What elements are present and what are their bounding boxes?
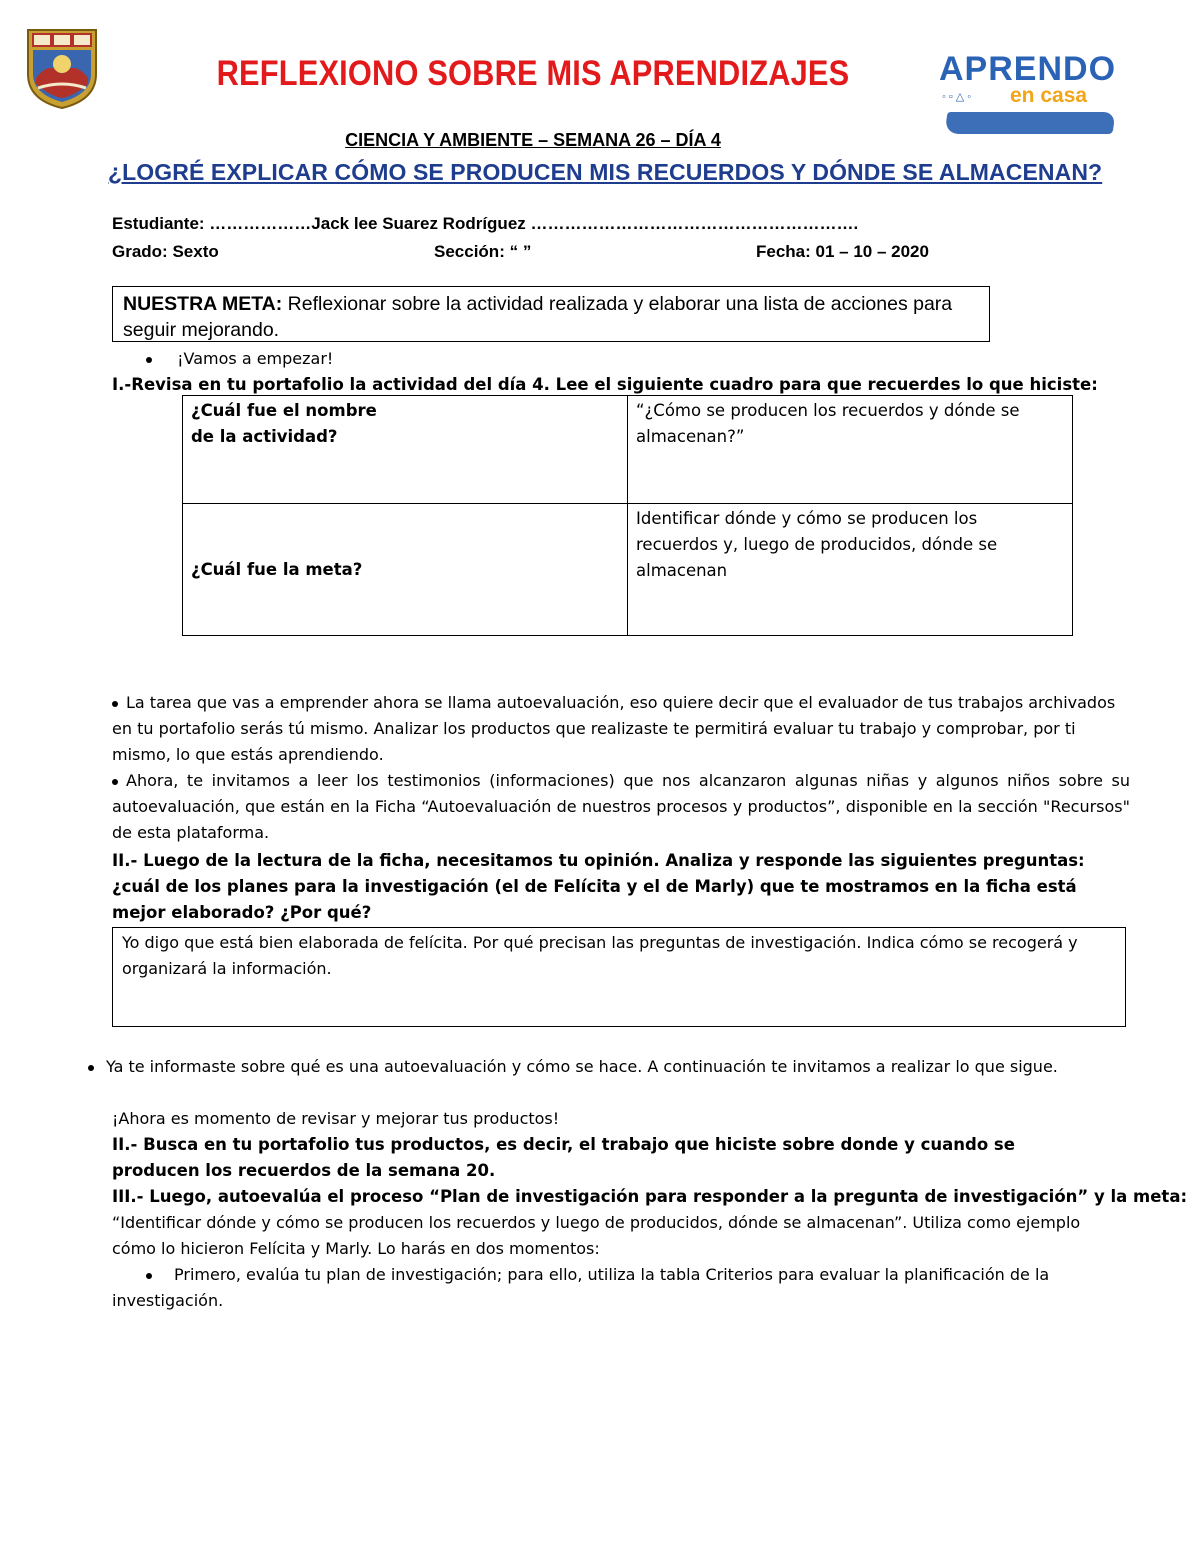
grade-label: Grado:: [112, 242, 168, 261]
table-cell-question: ¿Cuál fue el nombre de la actividad?: [183, 396, 628, 504]
date-value: 01 – 10 – 2020: [815, 242, 929, 261]
table-cell-question: ¿Cuál fue la meta?: [183, 504, 628, 636]
bullet-icon: [88, 1065, 94, 1071]
aprendo-en-casa-logo: [932, 46, 1120, 142]
student-label: Estudiante:: [112, 214, 205, 233]
student-line: [112, 214, 858, 234]
closing-iii-text: “Identificar dónde y cómo se producen los recuerdos y luego de producidos, dónde se almacenan”. Utiliza como ejemplo cómo lo hicieron Felícita y Marly. Lo harás en dos momentos:: [112, 1213, 1081, 1258]
table-cell-answer: Identificar dónde y cómo se producen los recuerdos y, luego de producidos, dónde se almacenan: [628, 504, 1073, 636]
goal-label: NUESTRA META:: [123, 293, 283, 315]
logo-word-aprendo: APRENDO: [939, 50, 1117, 88]
activity-table: [182, 395, 1073, 636]
section-line: [434, 242, 531, 262]
grade-value: Sexto: [172, 242, 219, 261]
document-title: REFLEXIONO SOBRE MIS APRENDIZAJES: [216, 54, 850, 93]
student-value: ………………Jack lee Suarez Rodríguez ………………………………………………….: [209, 214, 859, 233]
section2-heading: II.- Luego de la lectura de la ficha, necesitamos tu opinión. Analiza y responde las siguientes preguntas: ¿cuál de los planes para la investigación (el de Felícita y el de Marly) que te mostramos en la ficha está mejor elaborado? ¿Por qué?: [112, 851, 1085, 922]
closing-iii-heading: III.- Luego, autoevalúa el proceso “Plan de investigación para responder a la pregunta de investigación” y la meta:: [112, 1187, 1188, 1206]
bullet-icon: [112, 779, 118, 785]
goal-box: [112, 286, 990, 342]
closing-ii-heading: II.- Busca en tu portafolio tus productos, es decir, el trabajo que hiciste sobre donde y cuando se producen los recuerdos de la semana 20.: [112, 1135, 1015, 1180]
closing-last-bullet: Primero, evalúa tu plan de investigación; para ello, utiliza la tabla Criterios para evaluar la planificación de la investigación.: [112, 1265, 1050, 1310]
table-row: [183, 504, 1073, 636]
table-cell-answer: “¿Cómo se producen los recuerdos y dónde se almacenan?”: [628, 396, 1073, 504]
intro-bullet: [146, 346, 333, 372]
table-row: [183, 396, 1073, 504]
logo-shapes-icon: ◦▫△◦: [942, 91, 975, 103]
date-label: Fecha:: [756, 242, 811, 261]
section1-heading: I.-Revisa en tu portafolio la actividad del día 4. Lee el siguiente cuadro para que recuerdes lo que hiciste:: [112, 375, 1098, 394]
intro-bullet-text: ¡Vamos a empezar!: [177, 349, 334, 368]
bullet-icon: [146, 1273, 152, 1279]
grade-line: [112, 242, 219, 262]
session-question: ¿LOGRÉ EXPLICAR CÓMO SE PRODUCEN MIS RECUERDOS Y DÓNDE SE ALMACENAN?: [108, 159, 1103, 185]
date-line: [756, 242, 929, 262]
logo-word-en-casa: en casa: [1010, 84, 1088, 107]
subject-heading: CIENCIA Y AMBIENTE – SEMANA 26 – DÍA 4: [345, 130, 721, 150]
section-value: “ ”: [509, 242, 532, 261]
opinion-answer-box: [112, 927, 1126, 1027]
paragraph-testimonials: Ahora, te invitamos a leer los testimonios (informaciones) que nos alcanzaron algunas niñas y algunos niños sobre su autoevaluación, que están en la Ficha “Autoevaluación de nuestros procesos y productos”, disponible en la sección "Recursos" de esta plataforma.: [112, 771, 1130, 842]
section-label: Sección:: [434, 242, 505, 261]
closing-line: ¡Ahora es momento de revisar y mejorar tus productos!: [112, 1109, 560, 1128]
paragraph-autoevaluation: La tarea que vas a emprender ahora se llama autoevaluación, eso quiere decir que el evaluador de tus trabajos archivados en tu portafolio serás tú mismo. Analizar los productos que realizaste te permitirá evaluar tu trabajo y comprobar, por ti mismo, lo que estás aprendiendo.: [112, 693, 1116, 764]
opinion-answer-text: Yo digo que está bien elaborada de felícita. Por qué precisan las preguntas de investigación. Indica cómo se recogerá y organizará la información.: [122, 933, 1078, 978]
bullet-icon: [146, 357, 152, 363]
bullet-icon: [112, 701, 118, 707]
goal-text: Reflexionar sobre la actividad realizada y elaborar una lista de acciones para seguir mejorando.: [123, 293, 953, 341]
closing-bullet: Ya te informaste sobre qué es una autoevaluación y cómo se hace. A continuación te invitamos a realizar lo que sigue.: [88, 1054, 1098, 1080]
